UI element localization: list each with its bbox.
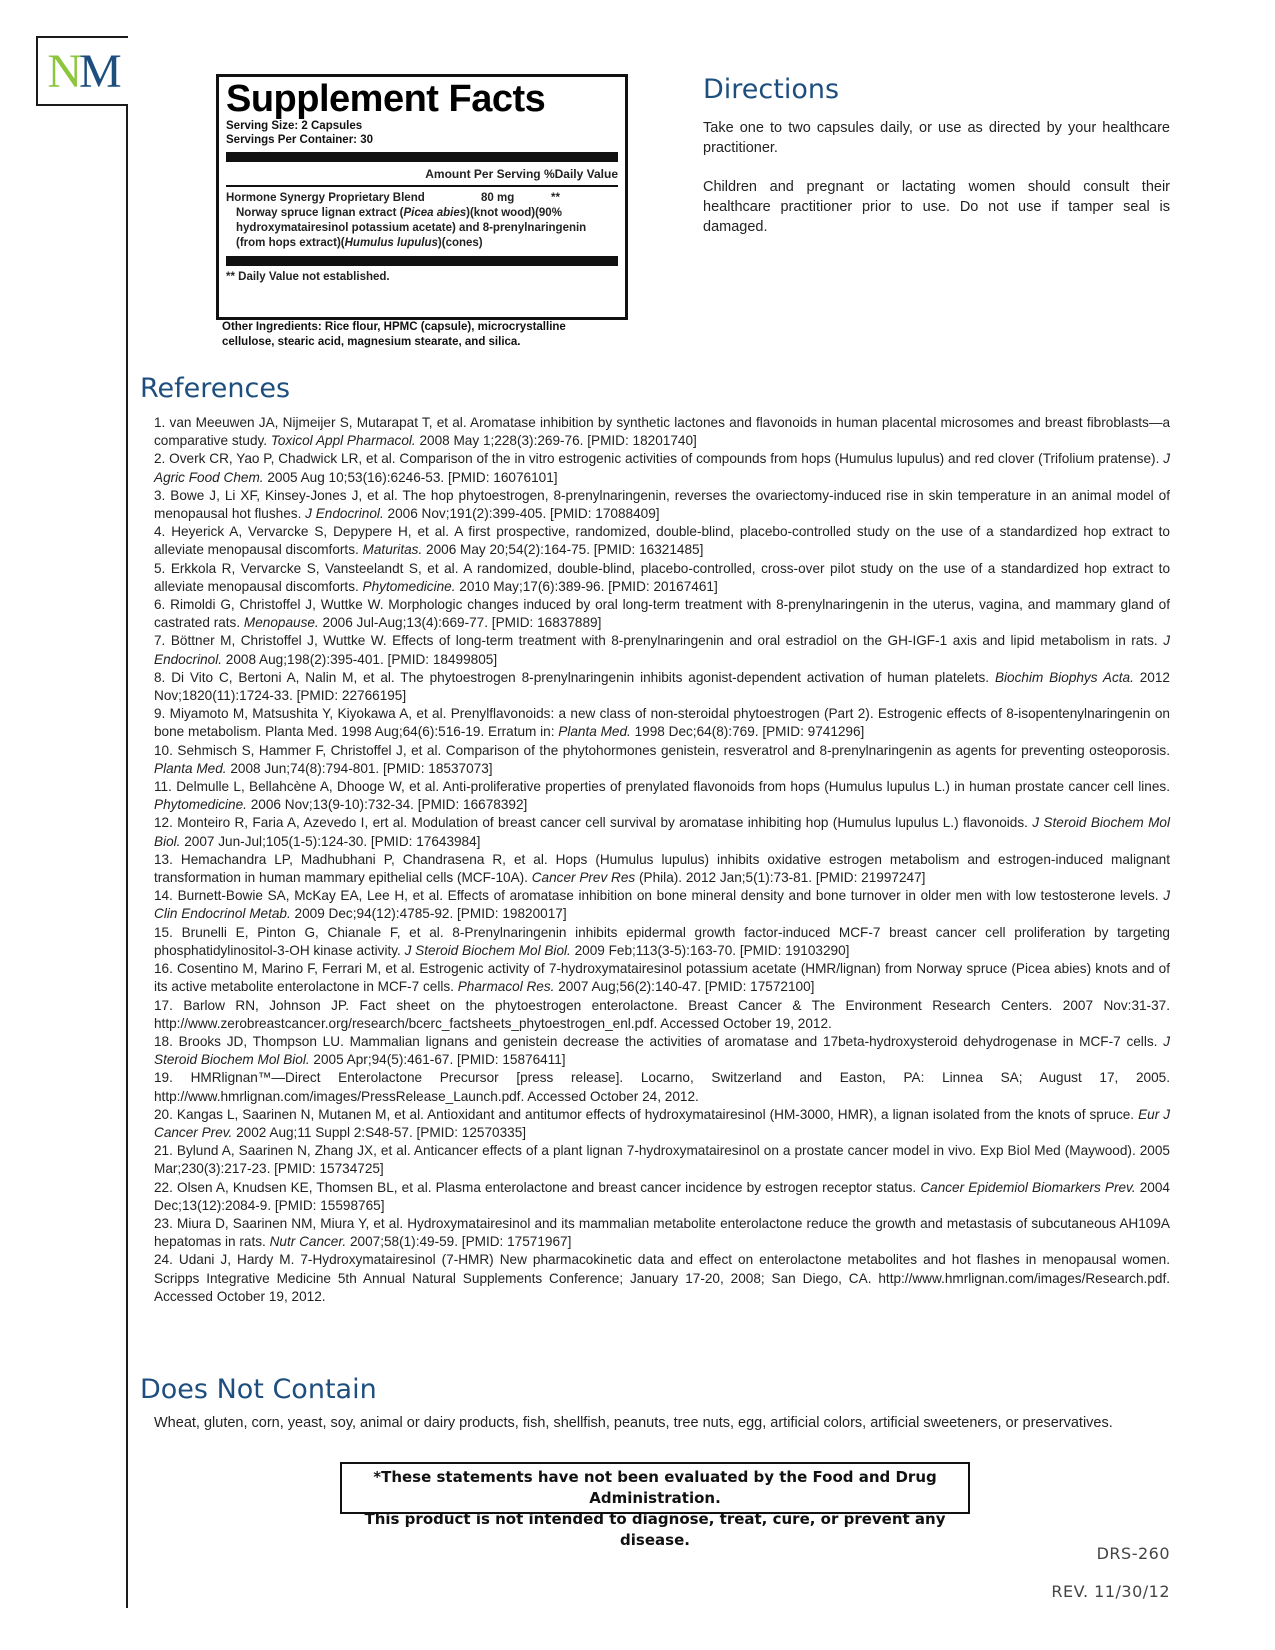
- reference-item: [154, 997, 1170, 1033]
- reference-item: [154, 1142, 1170, 1178]
- ingredients-text: hydroxymatairesinol potassium acetate) and 8-prenylnaringenin: [236, 222, 587, 234]
- reference-text: 2007;58(1):49-59. [PMID: 17571967]: [346, 1234, 572, 1250]
- serving-size: Serving Size: 2 Capsules: [226, 120, 363, 132]
- ingredients-text: (from hops extract)(: [236, 237, 345, 249]
- does-not-contain-heading: Does Not Contain: [140, 1374, 377, 1405]
- reference-text: 5. Erkkola R, Vervarcke S, Vansteelandt S, et al. A randomized, double-blind, placebo-controlled, cross-over pilot study on the use of a standardized hop extract to alleviate menopausal discomforts.: [154, 560, 1170, 594]
- reference-text: 6. Rimoldi G, Christoffel J, Wuttke W. Morphologic changes induced by oral long-term treatment with 8-prenylnaringenin in the uterus, vagina, and mammary gland of castrated rats.: [154, 597, 1170, 631]
- reference-journal: Pharmacol Res.: [457, 979, 555, 995]
- ingredients-text: )(cones): [437, 237, 483, 249]
- reference-text: 8. Di Vito C, Bertoni A, Nalin M, et al. The phytoestrogen 8-prenylnaringenin inhibits agonist-dependent activation of human platelets.: [154, 669, 995, 685]
- ingredients-latin-name: Humulus lupulus: [344, 237, 438, 249]
- reference-text: 10. Sehmisch S, Hammer F, Christoffel J, et al. Comparison of the phytohormones genistein, resveratrol and 8-prenylnaringenin as agents for preventing osteoporosis.: [154, 742, 1170, 758]
- reference-journal: Biochim Biophys Acta.: [994, 669, 1134, 685]
- amount-header: Amount Per Serving %Daily Value: [425, 167, 618, 181]
- blend-ingredients: [226, 206, 618, 251]
- reference-item: [154, 742, 1170, 778]
- blend-name: Hormone Synergy Proprietary Blend: [226, 192, 425, 204]
- reference-text: 17. Barlow RN, Johnson JP. Fact sheet on the phytoestrogen enterolactone. Breast Cancer & The Environment Research Centers. 2007 Nov:31-37. http://www.zerobreastcancer.org/research/bcerc_factsheets_phytoestrogen_enl.pdf. Accessed October 19, 2012.: [154, 997, 1170, 1031]
- reference-journal: J Steroid Biochem Mol Biol.: [154, 815, 1170, 849]
- reference-text: 2006 Nov;191(2):399-405. [PMID: 17088409]: [383, 506, 660, 522]
- logo-letter-n: N: [47, 44, 79, 98]
- reference-text: 2008 May 1;228(3):269-76. [PMID: 18201740]: [415, 433, 697, 449]
- blend-row: [226, 191, 618, 206]
- reference-item: [154, 523, 1170, 559]
- reference-journal: Phytomedicine.: [362, 578, 456, 594]
- reference-text: 1998 Dec;64(8):769. [PMID: 9741296]: [630, 724, 865, 740]
- directions-text: Take one to two capsules daily, or use as directed by your healthcare practitioner.: [703, 120, 1170, 156]
- ingredients-latin-name: Picea abies: [403, 207, 467, 219]
- thin-rule: [226, 185, 618, 187]
- reference-item: [154, 924, 1170, 960]
- ingredients-text: Norway spruce lignan extract (: [236, 207, 404, 219]
- reference-item: [154, 1106, 1170, 1142]
- servings-per-container: Servings Per Container: 30: [226, 134, 373, 146]
- reference-text: 2010 May;17(6):389-96. [PMID: 20167461]: [455, 578, 718, 594]
- reference-journal: Nutr Cancer.: [269, 1234, 347, 1250]
- reference-journal: J Steroid Biochem Mol Biol.: [154, 1033, 1170, 1068]
- other-ingredients: [222, 320, 602, 350]
- reference-text: 4. Heyerick A, Vervarcke S, Depypere H, et al. A first prospective, randomized, double-blind, placebo-controlled study on the use of a standardized hop extract to alleviate menopausal discomforts.: [154, 524, 1170, 558]
- reference-text: 2006 May 20;54(2):164-75. [PMID: 16321485]: [422, 542, 704, 558]
- reference-text: 22. Olsen A, Knudsen KE, Thomsen BL, et al. Plasma enterolactone and breast cancer incidence by estrogen receptor status.: [154, 1179, 921, 1195]
- reference-item: [154, 560, 1170, 596]
- logo-letter-m: M: [78, 44, 119, 98]
- reference-item: [154, 887, 1170, 923]
- reference-text: 15. Brunelli E, Pinton G, Chianale F, et al. 8-Prenylnaringenin inhibits epidermal growth factor-induced MCF-7 breast cancer cell proliferation by targeting phosphatidylinositol-3-OH kinase activity.: [154, 924, 1170, 958]
- reference-text: 21. Bylund A, Saarinen N, Zhang JX, et al. Anticancer effects of a plant lignan 7-hydroxymatairesinol on a prostate cancer model in vivo. Exp Biol Med (Maywood). 2005 Mar;230(3):217-23. [PMID: 15734725]: [154, 1143, 1170, 1177]
- directions-warning: Children and pregnant or lactating women should consult their healthcare practitioner prior to use. Do not use if tamper seal is damaged.: [703, 179, 1170, 235]
- reference-item: [154, 1033, 1170, 1069]
- reference-text: 2006 Nov;13(9-10):732-34. [PMID: 16678392]: [246, 797, 528, 813]
- dv-note: ** Daily Value not established.: [226, 271, 390, 283]
- reference-text: 3. Bowe J, Li XF, Kinsey-Jones J, et al. The hop phytoestrogen, 8-prenylnaringenin, reverses the ovariectomy-induced rise in skin temperature in an animal model of menopausal hot flushes.: [154, 487, 1170, 522]
- reference-item: [154, 1069, 1170, 1105]
- supplement-facts-title: Supplement Facts: [226, 78, 546, 120]
- reference-text: 7. Böttner M, Christoffel J, Wuttke W. Effects of long-term treatment with 8-prenylnaringenin and oral estradiol on the GH-IGF-1 axis and lipid metabolism in rats.: [154, 633, 1164, 649]
- reference-journal: J Clin Endocrinol Metab.: [154, 888, 1170, 922]
- references-heading: References: [140, 373, 291, 404]
- reference-journal: J Steroid Biochem Mol Biol.: [404, 942, 571, 958]
- thick-rule: [226, 152, 618, 162]
- reference-text: 20. Kangas L, Saarinen N, Mutanen M, et al. Antioxidant and antitumor effects of hydroxymatairesinol (HM-3000, HMR), a lignan isolated from the knots of spruce.: [154, 1106, 1139, 1122]
- ingredients-text: )(knot wood)(90%: [466, 207, 562, 219]
- reference-item: [154, 414, 1170, 450]
- reference-journal: Eur J Cancer Prev.: [154, 1106, 1170, 1140]
- blend-amount: 80 mg: [481, 192, 515, 204]
- reference-text: 2008 Jun;74(8):794-801. [PMID: 18537073]: [226, 760, 493, 776]
- reference-journal: Planta Med.: [558, 724, 631, 740]
- reference-item: [154, 851, 1170, 887]
- reference-text: 14. Burnett-Bowie SA, McKay EA, Lee H, et al. Effects of aromatase inhibition on bone mineral density and bone turnover in older men with low testosterone levels.: [154, 888, 1164, 904]
- reference-text: 18. Brooks JD, Thompson LU. Mammalian lignans and genistein decrease the activities of aromatase and 17beta-hydroxysteroid dehydrogenase in MCF-7 cells.: [154, 1033, 1164, 1049]
- reference-text: 2. Overk CR, Yao P, Chadwick LR, et al. Comparison of the in vitro estrogenic activities of compounds from hops (Humulus lupulus) and red clover (Trifolium pratense).: [154, 451, 1164, 467]
- reference-text: 24. Udani J, Hardy M. 7-Hydroxymatairesinol (7-HMR) New pharmacokinetic data and effect on enterolactone metabolites and hot flashes in menopausal women. Scripps Integrative Medicine 5th Annual Natural Supplements Conference; January 17-20, 2008; San Diego, CA. http://www.hmrlignan.com/images/Research.pdf. Accessed October 19, 2012.: [154, 1252, 1170, 1304]
- reference-text: 13. Hemachandra LP, Madhubhani P, Chandrasena R, et al. Hops (Humulus lupulus) inhibits oxidative estrogen metabolism and estrogen-induced malignant transformation in human mammary epithelial cells (MCF-10A).: [154, 851, 1170, 886]
- reference-text: 19. HMRlignan™—Direct Enterolactone Precursor [press release]. Locarno, Switzerland and Easton, PA: Linnea SA; August 17, 2005. http://www.hmrlignan.com/images/PressRelease_Launch.pdf. Accessed October 24, 2012.: [154, 1070, 1170, 1104]
- reference-text: 2009 Dec;94(12):4785-92. [PMID: 19820017]: [290, 906, 567, 922]
- reference-journal: J Endocrinol.: [154, 633, 1170, 667]
- reference-text: 2012 Nov;1820(11):1724-33. [PMID: 22766195]: [154, 669, 1170, 704]
- reference-item: [154, 450, 1170, 486]
- reference-item: [154, 487, 1170, 523]
- reference-text: 1. van Meeuwen JA, Nijmeijer S, Mutarapat T, et al. Aromatase inhibition by synthetic lactones and flavonoids in human placental microsomes and breast fibroblasts—a comparative study.: [154, 415, 1170, 449]
- reference-item: [154, 705, 1170, 741]
- reference-text: 9. Miyamoto M, Matsushita Y, Kiyokawa A, et al. Prenylflavonoids: a new class of non-steroidal phytoestrogen (Part 2). Estrogenic effects of 8-isopentenylnaringenin on bone metabolism. Planta Med. 1998 Aug;64(6):516-19. Erratum in:: [154, 706, 1170, 740]
- reference-item: [154, 596, 1170, 632]
- does-not-contain-text: Wheat, gluten, corn, yeast, soy, animal or dairy products, fish, shellfish, peanuts, tree nuts, egg, artificial colors, artificial sweeteners, or preservatives.: [154, 1415, 1113, 1431]
- reference-text: 2005 Apr;94(5):461-67. [PMID: 15876411]: [309, 1052, 566, 1068]
- references-list: [154, 414, 1170, 1306]
- reference-journal: Maturitas.: [362, 542, 423, 558]
- reference-journal: Planta Med.: [154, 760, 227, 776]
- reference-journal: J Agric Food Chem.: [154, 451, 1170, 485]
- reference-text: 2002 Aug;11 Suppl 2:S48-57. [PMID: 12570335]: [232, 1124, 527, 1140]
- reference-item: [154, 814, 1170, 850]
- reference-item: [154, 960, 1170, 996]
- reference-text: 23. Miura D, Saarinen NM, Miura Y, et al. Hydroxymatairesinol and its mammalian metabolite enterolactone reduce the growth and metastasis of subcutaneous AH109A hepatomas in rats.: [154, 1215, 1170, 1250]
- reference-text: 2009 Feb;113(3-5):163-70. [PMID: 19103290]: [570, 942, 850, 958]
- other-ingredients-label: Other Ingredients:: [222, 321, 322, 333]
- reference-text: 2008 Aug;198(2):395-401. [PMID: 18499805]: [222, 651, 498, 667]
- document-code: DRS-260: [1096, 1544, 1170, 1563]
- reference-text: 2004 Dec;13(12):2084-9. [PMID: 15598765]: [154, 1179, 1170, 1213]
- supplement-facts-panel: [216, 74, 628, 320]
- reference-text: 2007 Aug;56(2):140-47. [PMID: 17572100]: [554, 979, 815, 995]
- reference-text: (Phila). 2012 Jan;5(1):73-81. [PMID: 21997247]: [635, 870, 926, 886]
- fda-disclaimer: [340, 1462, 970, 1549]
- fda-line-2: This product is not intended to diagnose, treat, cure, or prevent any disease.: [364, 1510, 946, 1549]
- reference-item: [154, 778, 1170, 814]
- reference-text: 12. Monteiro R, Faria A, Azevedo I, ert al. Modulation of breast cancer cell survival by aromatase inhibiting hop (Humulus lupulus L.) flavonoids.: [154, 815, 1033, 831]
- reference-text: 2005 Aug 10;53(16):6246-53. [PMID: 16076101]: [263, 469, 558, 485]
- reference-journal: J Endocrinol.: [305, 506, 384, 522]
- fda-line-1: *These statements have not been evaluated by the Food and Drug Administration.: [373, 1468, 937, 1507]
- reference-journal: Cancer Prev Res: [531, 870, 636, 886]
- directions-heading: Directions: [703, 74, 840, 105]
- left-rule: [126, 36, 128, 1608]
- reference-journal: Phytomedicine.: [154, 797, 247, 813]
- reference-item: [154, 1215, 1170, 1251]
- reference-text: 2007 Jun-Jul;105(1-5):124-30. [PMID: 17643984]: [180, 833, 481, 849]
- reference-item: [154, 1179, 1170, 1215]
- reference-text: 16. Cosentino M, Marino F, Ferrari M, et al. Estrogenic activity of 7-hydroxymatairesinol potassium acetate (HMR/lignan) from Norway spruce (Picea abies) knots and of its active metabolite enterolactone in MCF-7 cells.: [154, 961, 1170, 995]
- nm-logo: [36, 36, 128, 106]
- reference-item: [154, 1251, 1170, 1306]
- revision-date: REV. 11/30/12: [1051, 1582, 1170, 1601]
- reference-text: 11. Delmulle L, Bellahcène A, Dhooge W, et al. Anti-proliferative properties of prenylated flavonoids from hops (Humulus lupulus L.) in human prostate cancer cell lines.: [154, 779, 1170, 795]
- reference-item: [154, 669, 1170, 705]
- reference-item: [154, 632, 1170, 668]
- other-ingredients-text: Rice flour, HPMC (capsule), microcrystalline cellulose, stearic acid, magnesium stearate, and silica.: [222, 321, 566, 348]
- thick-rule: [226, 256, 618, 266]
- reference-journal: Toxicol Appl Pharmacol.: [270, 433, 416, 449]
- reference-journal: Menopause.: [243, 615, 319, 631]
- reference-text: 2006 Jul-Aug;13(4):669-77. [PMID: 16837889]: [318, 615, 602, 631]
- reference-journal: Cancer Epidemiol Biomarkers Prev.: [920, 1179, 1136, 1195]
- blend-dv: **: [551, 192, 560, 204]
